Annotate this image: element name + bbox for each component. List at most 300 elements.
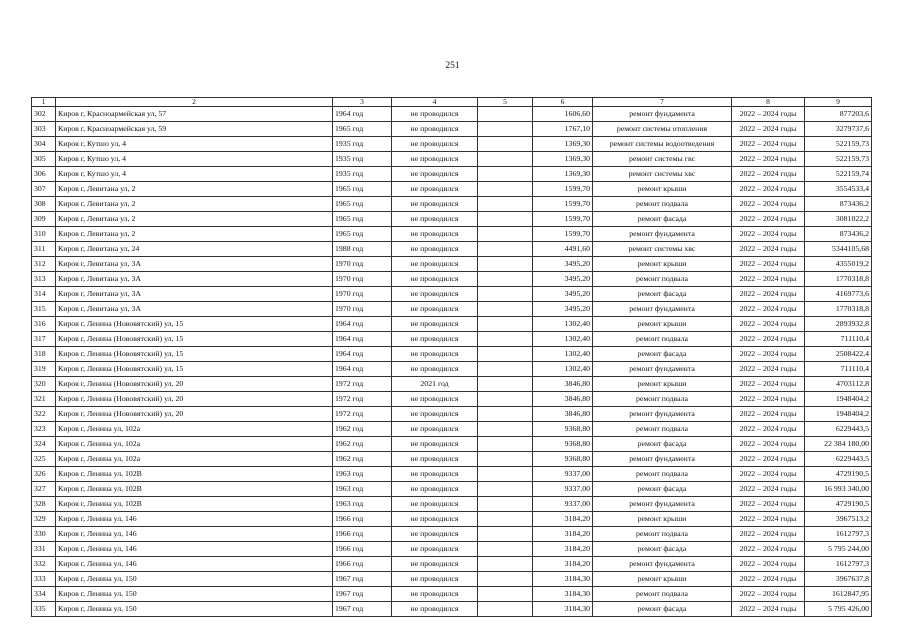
area-cell: 3184,30 (533, 586, 593, 601)
row-number-cell: 319 (32, 361, 56, 376)
work-type-cell: ремонт крыши (593, 511, 732, 526)
construction-year-cell: 1965 год (333, 121, 392, 136)
construction-year-cell: 1964 год (333, 316, 392, 331)
last-repair-cell: не проводился (392, 466, 478, 481)
work-type-cell: ремонт фундамента (593, 496, 732, 511)
row-number-cell: 314 (32, 286, 56, 301)
empty-cell (478, 361, 533, 376)
construction-year-cell: 1967 год (333, 571, 392, 586)
period-cell: 2022 – 2024 годы (732, 391, 805, 406)
cost-cell: 2893932,8 (805, 316, 872, 331)
table-row (32, 301, 872, 316)
construction-year-cell: 1963 год (333, 466, 392, 481)
period-cell: 2022 – 2024 годы (732, 196, 805, 211)
address-cell: Киров г, Левитана ул, 2 (56, 226, 333, 241)
last-repair-cell: не проводился (392, 361, 478, 376)
work-type-cell: ремонт фундамента (593, 106, 732, 121)
cost-cell: 522159,73 (805, 151, 872, 166)
row-number-cell: 304 (32, 136, 56, 151)
empty-cell (478, 571, 533, 586)
column-header: 5 (478, 98, 533, 107)
table-row (32, 151, 872, 166)
address-cell: Киров г, Ленина ул, 102В (56, 496, 333, 511)
area-cell: 9368,80 (533, 421, 593, 436)
work-type-cell: ремонт фундамента (593, 406, 732, 421)
table-row (32, 241, 872, 256)
period-cell: 2022 – 2024 годы (732, 376, 805, 391)
area-cell: 3184,20 (533, 511, 593, 526)
area-cell: 1369,30 (533, 166, 593, 181)
address-cell: Киров г, Ленина (Нововятский) ул, 15 (56, 346, 333, 361)
period-cell: 2022 – 2024 годы (732, 601, 805, 616)
cost-cell: 4729190,5 (805, 466, 872, 481)
area-cell: 3184,30 (533, 571, 593, 586)
table-row (32, 361, 872, 376)
table-row (32, 226, 872, 241)
period-cell: 2022 – 2024 годы (732, 211, 805, 226)
last-repair-cell: не проводился (392, 481, 478, 496)
cost-cell: 4355019,2 (805, 256, 872, 271)
construction-year-cell: 1966 год (333, 541, 392, 556)
area-cell: 3846,80 (533, 391, 593, 406)
cost-cell: 4169773,6 (805, 286, 872, 301)
row-number-cell: 326 (32, 466, 56, 481)
work-type-cell: ремонт крыши (593, 571, 732, 586)
table-row (32, 451, 872, 466)
work-type-cell: ремонт фасада (593, 436, 732, 451)
address-cell: Киров г, Ленина ул, 150 (56, 571, 333, 586)
address-cell: Киров г, Ленина (Нововятский) ул, 20 (56, 376, 333, 391)
empty-cell (478, 181, 533, 196)
row-number-cell: 335 (32, 601, 56, 616)
address-cell: Киров г, Ленина ул, 146 (56, 511, 333, 526)
row-number-cell: 321 (32, 391, 56, 406)
address-cell: Киров г, Левитана ул, 3А (56, 256, 333, 271)
column-header: 9 (805, 98, 872, 107)
empty-cell (478, 121, 533, 136)
empty-cell (478, 391, 533, 406)
period-cell: 2022 – 2024 годы (732, 586, 805, 601)
work-type-cell: ремонт системы хвс (593, 166, 732, 181)
table-row (32, 421, 872, 436)
empty-cell (478, 241, 533, 256)
column-header: 4 (392, 98, 478, 107)
cost-cell: 522159,73 (805, 136, 872, 151)
last-repair-cell: не проводился (392, 571, 478, 586)
column-header: 7 (593, 98, 732, 107)
row-number-cell: 328 (32, 496, 56, 511)
work-type-cell: ремонт крыши (593, 256, 732, 271)
last-repair-cell: не проводился (392, 256, 478, 271)
period-cell: 2022 – 2024 годы (732, 241, 805, 256)
construction-year-cell: 1970 год (333, 301, 392, 316)
empty-cell (478, 481, 533, 496)
empty-cell (478, 136, 533, 151)
column-header: 2 (56, 98, 333, 107)
last-repair-cell: не проводился (392, 541, 478, 556)
page-number: 251 (445, 61, 460, 71)
address-cell: Киров г, Левитана ул, 3А (56, 286, 333, 301)
last-repair-cell: не проводился (392, 301, 478, 316)
cost-cell: 1612797,3 (805, 556, 872, 571)
area-cell: 3495,20 (533, 286, 593, 301)
area-cell: 1302,40 (533, 346, 593, 361)
area-cell: 3495,20 (533, 301, 593, 316)
work-type-cell: ремонт системы хвс (593, 241, 732, 256)
period-cell: 2022 – 2024 годы (732, 571, 805, 586)
table-row (32, 541, 872, 556)
period-cell: 2022 – 2024 годы (732, 136, 805, 151)
construction-year-cell: 1935 год (333, 136, 392, 151)
construction-year-cell: 1988 год (333, 241, 392, 256)
work-type-cell: ремонт фасада (593, 286, 732, 301)
row-number-cell: 324 (32, 436, 56, 451)
period-cell: 2022 – 2024 годы (732, 151, 805, 166)
column-header: 6 (533, 98, 593, 107)
empty-cell (478, 166, 533, 181)
period-cell: 2022 – 2024 годы (732, 451, 805, 466)
work-type-cell: ремонт подвала (593, 526, 732, 541)
empty-cell (478, 316, 533, 331)
table-row (32, 136, 872, 151)
empty-cell (478, 196, 533, 211)
construction-year-cell: 1966 год (333, 511, 392, 526)
address-cell: Киров г, Ленина ул, 150 (56, 601, 333, 616)
area-cell: 1599,70 (533, 226, 593, 241)
column-number-header-row (32, 98, 872, 107)
table-row (32, 166, 872, 181)
period-cell: 2022 – 2024 годы (732, 166, 805, 181)
last-repair-cell: не проводился (392, 346, 478, 361)
empty-cell (478, 346, 533, 361)
empty-cell (478, 151, 533, 166)
address-cell: Киров г, Ленина (Нововятский) ул, 15 (56, 316, 333, 331)
work-type-cell: ремонт фасада (593, 541, 732, 556)
construction-year-cell: 1972 год (333, 391, 392, 406)
empty-cell (478, 376, 533, 391)
empty-cell (478, 601, 533, 616)
area-cell: 3184,20 (533, 556, 593, 571)
last-repair-cell: не проводился (392, 421, 478, 436)
last-repair-cell: не проводился (392, 106, 478, 121)
period-cell: 2022 – 2024 годы (732, 106, 805, 121)
address-cell: Киров г, Кутшо ул, 4 (56, 136, 333, 151)
construction-year-cell: 1965 год (333, 196, 392, 211)
last-repair-cell: не проводился (392, 316, 478, 331)
row-number-cell: 327 (32, 481, 56, 496)
row-number-cell: 307 (32, 181, 56, 196)
last-repair-cell: не проводился (392, 511, 478, 526)
work-type-cell: ремонт фундамента (593, 226, 732, 241)
construction-year-cell: 1965 год (333, 181, 392, 196)
last-repair-cell: не проводился (392, 196, 478, 211)
empty-cell (478, 106, 533, 121)
table-row (32, 376, 872, 391)
row-number-cell: 330 (32, 526, 56, 541)
work-type-cell: ремонт фундамента (593, 361, 732, 376)
period-cell: 2022 – 2024 годы (732, 346, 805, 361)
period-cell: 2022 – 2024 годы (732, 316, 805, 331)
period-cell: 2022 – 2024 годы (732, 511, 805, 526)
cost-cell: 1948404,2 (805, 406, 872, 421)
table-row (32, 271, 872, 286)
empty-cell (478, 496, 533, 511)
last-repair-cell: не проводился (392, 121, 478, 136)
period-cell: 2022 – 2024 годы (732, 256, 805, 271)
work-type-cell: ремонт подвала (593, 391, 732, 406)
column-header: 3 (333, 98, 392, 107)
area-cell: 1599,70 (533, 196, 593, 211)
cost-cell: 6229443,5 (805, 421, 872, 436)
table-row (32, 286, 872, 301)
row-number-cell: 329 (32, 511, 56, 526)
work-type-cell: ремонт подвала (593, 466, 732, 481)
empty-cell (478, 301, 533, 316)
table-row (32, 481, 872, 496)
area-cell: 3495,20 (533, 256, 593, 271)
construction-year-cell: 1962 год (333, 421, 392, 436)
row-number-cell: 331 (32, 541, 56, 556)
construction-year-cell: 1970 год (333, 256, 392, 271)
row-number-cell: 320 (32, 376, 56, 391)
period-cell: 2022 – 2024 годы (732, 526, 805, 541)
construction-year-cell: 1964 год (333, 346, 392, 361)
table-row (32, 571, 872, 586)
area-cell: 1369,30 (533, 151, 593, 166)
area-cell: 3846,80 (533, 406, 593, 421)
address-cell: Киров г, Ленина (Нововятский) ул, 20 (56, 406, 333, 421)
work-type-cell: ремонт фундамента (593, 451, 732, 466)
row-number-cell: 303 (32, 121, 56, 136)
last-repair-cell: не проводился (392, 526, 478, 541)
empty-cell (478, 466, 533, 481)
last-repair-cell: не проводился (392, 436, 478, 451)
work-type-cell: ремонт фасада (593, 601, 732, 616)
period-cell: 2022 – 2024 годы (732, 541, 805, 556)
table-row (32, 526, 872, 541)
work-type-cell: ремонт подвала (593, 586, 732, 601)
work-type-cell: ремонт подвала (593, 271, 732, 286)
cost-cell: 3967637,8 (805, 571, 872, 586)
construction-year-cell: 1964 год (333, 361, 392, 376)
row-number-cell: 322 (32, 406, 56, 421)
address-cell: Киров г, Левитана ул, 2 (56, 181, 333, 196)
address-cell: Киров г, Ленина ул, 102а (56, 436, 333, 451)
address-cell: Киров г, Ленина ул, 150 (56, 586, 333, 601)
address-cell: Киров г, Ленина ул, 146 (56, 556, 333, 571)
cost-cell: 1612797,3 (805, 526, 872, 541)
period-cell: 2022 – 2024 годы (732, 421, 805, 436)
area-cell: 1606,60 (533, 106, 593, 121)
empty-cell (478, 586, 533, 601)
construction-year-cell: 1970 год (333, 271, 392, 286)
construction-year-cell: 1963 год (333, 481, 392, 496)
last-repair-cell: не проводился (392, 391, 478, 406)
area-cell: 3184,30 (533, 601, 593, 616)
row-number-cell: 309 (32, 211, 56, 226)
table-row (32, 196, 872, 211)
cost-cell: 711110,4 (805, 361, 872, 376)
cost-cell: 5344105,68 (805, 241, 872, 256)
address-cell: Киров г, Ленина (Нововятский) ул, 15 (56, 361, 333, 376)
empty-cell (478, 331, 533, 346)
address-cell: Киров г, Кутшо ул, 4 (56, 151, 333, 166)
work-type-cell: ремонт крыши (593, 316, 732, 331)
cost-cell: 22 384 180,00 (805, 436, 872, 451)
cost-cell: 711110,4 (805, 331, 872, 346)
work-type-cell: ремонт фасада (593, 211, 732, 226)
table-row (32, 436, 872, 451)
period-cell: 2022 – 2024 годы (732, 301, 805, 316)
work-type-cell: ремонт системы водоотведения (593, 136, 732, 151)
row-number-cell: 305 (32, 151, 56, 166)
address-cell: Киров г, Кутшо ул, 4 (56, 166, 333, 181)
last-repair-cell: не проводился (392, 586, 478, 601)
row-number-cell: 334 (32, 586, 56, 601)
row-number-cell: 313 (32, 271, 56, 286)
period-cell: 2022 – 2024 годы (732, 361, 805, 376)
last-repair-cell: не проводился (392, 271, 478, 286)
table-row (32, 391, 872, 406)
address-cell: Киров г, Ленина ул, 102В (56, 466, 333, 481)
area-cell: 1302,40 (533, 361, 593, 376)
period-cell: 2022 – 2024 годы (732, 271, 805, 286)
empty-cell (478, 226, 533, 241)
construction-year-cell: 1965 год (333, 211, 392, 226)
period-cell: 2022 – 2024 годы (732, 181, 805, 196)
row-number-cell: 318 (32, 346, 56, 361)
period-cell: 2022 – 2024 годы (732, 286, 805, 301)
construction-year-cell: 1962 год (333, 451, 392, 466)
table-row (32, 121, 872, 136)
area-cell: 9368,80 (533, 451, 593, 466)
last-repair-cell: не проводился (392, 556, 478, 571)
area-cell: 3184,20 (533, 541, 593, 556)
row-number-cell: 308 (32, 196, 56, 211)
empty-cell (478, 556, 533, 571)
table-row (32, 181, 872, 196)
cost-cell: 3081022,2 (805, 211, 872, 226)
cost-cell: 3554533,4 (805, 181, 872, 196)
empty-cell (478, 271, 533, 286)
column-header: 8 (732, 98, 805, 107)
row-number-cell: 315 (32, 301, 56, 316)
empty-cell (478, 211, 533, 226)
cost-cell: 5 795 244,00 (805, 541, 872, 556)
address-cell: Киров г, Ленина ул, 102В (56, 481, 333, 496)
last-repair-cell: не проводился (392, 241, 478, 256)
address-cell: Киров г, Левитана ул, 3А (56, 271, 333, 286)
period-cell: 2022 – 2024 годы (732, 331, 805, 346)
address-cell: Киров г, Ленина ул, 102а (56, 421, 333, 436)
area-cell: 1302,40 (533, 316, 593, 331)
area-cell: 1599,70 (533, 211, 593, 226)
period-cell: 2022 – 2024 годы (732, 481, 805, 496)
table-row (32, 556, 872, 571)
address-cell: Киров г, Ленина (Нововятский) ул, 15 (56, 331, 333, 346)
work-type-cell: ремонт системы отопления (593, 121, 732, 136)
table-row (32, 331, 872, 346)
period-cell: 2022 – 2024 годы (732, 556, 805, 571)
empty-cell (478, 526, 533, 541)
cost-cell: 1770318,8 (805, 271, 872, 286)
address-cell: Киров г, Ленина ул, 146 (56, 541, 333, 556)
last-repair-cell: не проводился (392, 451, 478, 466)
construction-year-cell: 1965 год (333, 226, 392, 241)
address-cell: Киров г, Красноармейская ул, 57 (56, 106, 333, 121)
last-repair-cell: не проводился (392, 166, 478, 181)
table-row (32, 586, 872, 601)
area-cell: 1599,70 (533, 181, 593, 196)
empty-cell (478, 511, 533, 526)
table-row (32, 466, 872, 481)
table-row (32, 496, 872, 511)
construction-year-cell: 1964 год (333, 331, 392, 346)
work-type-cell: ремонт фасада (593, 481, 732, 496)
cost-cell: 3279737,6 (805, 121, 872, 136)
construction-year-cell: 1967 год (333, 601, 392, 616)
cost-cell: 877203,6 (805, 106, 872, 121)
cost-cell: 2508422,4 (805, 346, 872, 361)
cost-cell: 873436,2 (805, 226, 872, 241)
cost-cell: 1948404,2 (805, 391, 872, 406)
period-cell: 2022 – 2024 годы (732, 466, 805, 481)
row-number-cell: 310 (32, 226, 56, 241)
last-repair-cell: не проводился (392, 406, 478, 421)
period-cell: 2022 – 2024 годы (732, 121, 805, 136)
cost-cell: 1612847,95 (805, 586, 872, 601)
period-cell: 2022 – 2024 годы (732, 436, 805, 451)
address-cell: Киров г, Левитана ул, 3А (56, 301, 333, 316)
last-repair-cell: не проводился (392, 226, 478, 241)
cost-cell: 6229443,5 (805, 451, 872, 466)
empty-cell (478, 541, 533, 556)
area-cell: 1767,10 (533, 121, 593, 136)
row-number-cell: 316 (32, 316, 56, 331)
row-number-cell: 333 (32, 571, 56, 586)
table-row (32, 316, 872, 331)
work-type-cell: ремонт фундамента (593, 556, 732, 571)
last-repair-cell: не проводился (392, 211, 478, 226)
last-repair-cell: не проводился (392, 601, 478, 616)
row-number-cell: 332 (32, 556, 56, 571)
cost-cell: 4729190,5 (805, 496, 872, 511)
row-number-cell: 323 (32, 421, 56, 436)
area-cell: 3495,20 (533, 271, 593, 286)
construction-year-cell: 1962 год (333, 436, 392, 451)
cost-cell: 1770318,8 (805, 301, 872, 316)
construction-year-cell: 1935 год (333, 166, 392, 181)
last-repair-cell: не проводился (392, 331, 478, 346)
work-type-cell: ремонт системы гвс (593, 151, 732, 166)
last-repair-cell: 2021 год (392, 376, 478, 391)
area-cell: 4491,60 (533, 241, 593, 256)
period-cell: 2022 – 2024 годы (732, 226, 805, 241)
last-repair-cell: не проводился (392, 136, 478, 151)
address-cell: Киров г, Левитана ул, 2 (56, 196, 333, 211)
construction-year-cell: 1966 год (333, 556, 392, 571)
empty-cell (478, 451, 533, 466)
table-row (32, 601, 872, 616)
table-row (32, 106, 872, 121)
work-type-cell: ремонт подвала (593, 196, 732, 211)
column-header: 1 (32, 98, 56, 107)
address-cell: Киров г, Левитана ул, 2 (56, 211, 333, 226)
work-type-cell: ремонт крыши (593, 376, 732, 391)
row-number-cell: 312 (32, 256, 56, 271)
table-body (32, 98, 872, 617)
address-cell: Киров г, Ленина (Нововятский) ул, 20 (56, 391, 333, 406)
